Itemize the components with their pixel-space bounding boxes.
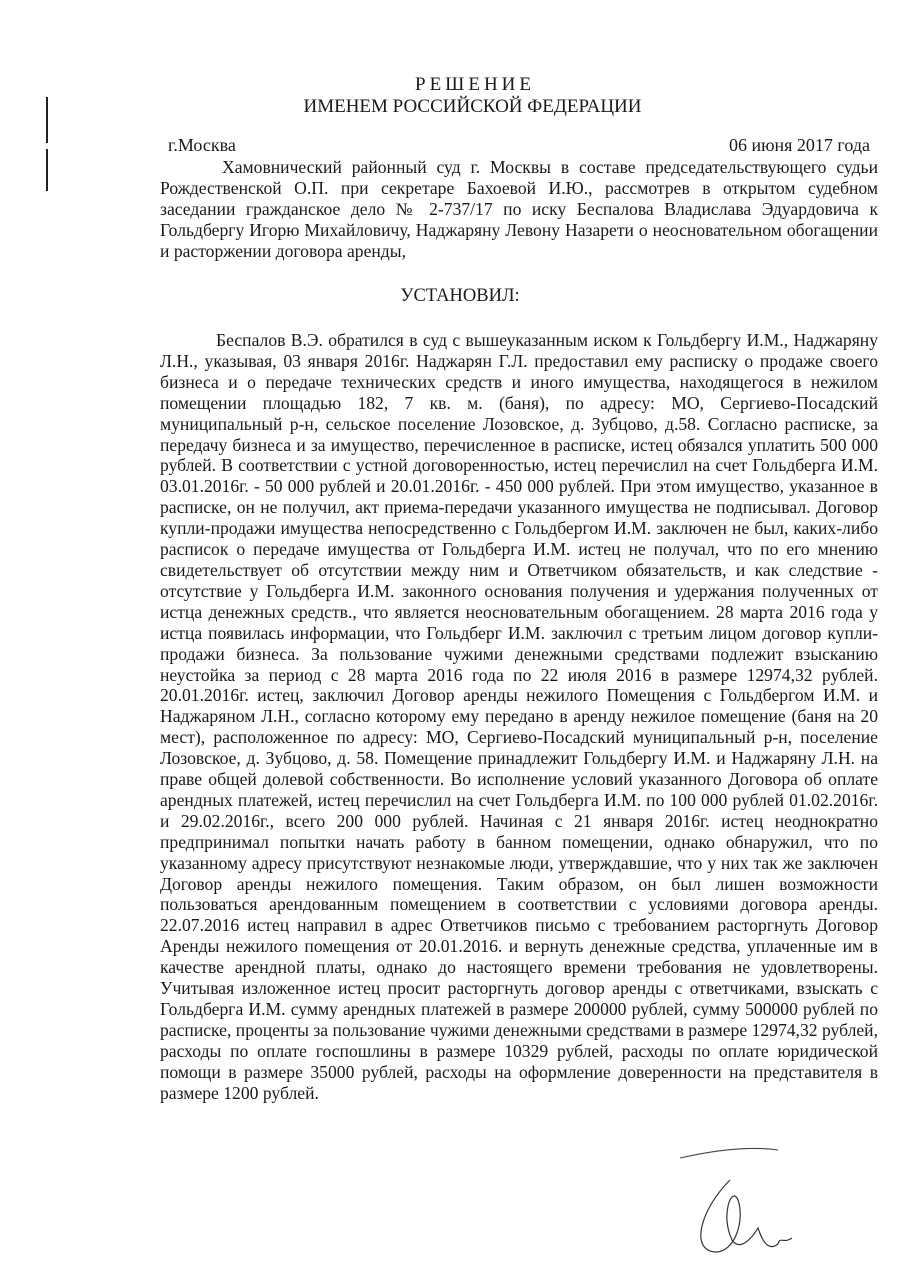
margin-mark-bottom — [46, 149, 48, 191]
city-label: г.Москва — [168, 135, 236, 155]
body-paragraph: Беспалов В.Э. обратился в суд с вышеуказанным иском к Гольдбергу И.М., Наджаряну Л.Н., указывая, 03 января 2016г. Наджарян Г.Л. предоставил ему расписку о продаже своего бизнеса и о передаче технических средств и иного имущества, находящегося в нежилом помещении площадью 182, 7 кв. м. (баня), по адресу: МО, Сергиево-Посадский муниципальный р-н, сельское поселение Лозовское, д. Зубцово, д.58. Согласно расписке, за передачу бизнеса и за имущество, перечисленное в расписке, истец обязался уплатить 500 000 рублей. В соответствии с устной договоренностью, истец перечислил на счет Гольдберга И.М. 03.01.2016г. - 50 000 рублей и 20.01.2016г. - 450 000 рублей. При этом имущество, указанное в расписке, он не получил, акт приема-передачи указанного имущества не подписывал. Договор купли-продажи имущества непосредственно с Гольдбергом И.М. заключен не был, каких-либо расписок о передаче имущества от Гольдберга И.М. истец не получал, что по его мнению свидетельствует об отсутствии между ним и Ответчиком обязательств, и как следствие - отсутствие у Гольдберга И.М. законного основания получения и удержания полученных от истца денежных средств., что является неосновательным обогащением. 28 марта 2016 года у истца появилась информации, что Гольдберг И.М. заключил с третьим лицом договор купли-продажи бизнеса. За пользование чужими денежными средствами подлежит взысканию неустойка за период с 28 марта 2016 года по 22 июля 2016 в размере 12974,32 рублей. 20.01.2016г. истец, заключил Договор аренды нежилого Помещения с Гольдбергом И.М. и Наджаряном Л.Н., согласно которому ему передано в аренду нежилое помещение (баня на 20 мест), расположенное по адресу: МО, Сергиево-Посадский муниципальный р-н, поселение Лозовское, д. Зубцово, д. 58. Помещение принадлежит Гольдбергу И.М. и Наджаряну Л.Н. на праве общей долевой собственности. Во исполнение условий указанного Договора об оплате арендных платежей, истец перечислил на счет Гольдберга И.М. по 100 000 рублей 01.02.2016г. и 29.02.2016г., всего 200 000 рублей. Начиная с 21 января 2016г. истец неоднократно предпринимал попытки начать работу в банном помещении, однако обнаружил, что по указанному адресу присутствуют незнакомые люди, утверждавшие, что у них так же заключен Договор аренды нежилого помещения. Таким образом, он был лишен возможности пользоваться арендованным помещением в соответствии с условиями договора аренды. 22.07.2016 истец направил в адрес Ответчиков письмо с требованием расторгнуть Договор Аренды нежилого помещения от 20.01.2016. и вернуть денежные средства, уплаченные им в качестве арендной платы, однако до настоящего времени требования не удовлетворены. Учитывая изложенное истец просит расторгнуть договор аренды с ответчиками, взыскать с Гольдберга И.М. сумму арендных платежей в размере 200000 рублей, сумму 500000 рублей по расписке, проценты за пользование чужими денежными средствами в размере 12974,32 рублей, расходы по оплате госпошлины в размере 10329 рублей, расходы по оплате юридической помощи в размере 35000 рублей, расходы на оформление доверенности на представителя в размере 1200 рублей. — [160, 330, 878, 1103]
section-title: УСТАНОВИЛ: — [400, 286, 520, 306]
document-subheading: ИМЕНЕМ РОССИЙСКОЙ ФЕДЕРАЦИИ — [303, 96, 642, 117]
date-label: 06 июня 2017 года — [728, 135, 870, 155]
document-heading: РЕШЕНИЕ — [415, 74, 535, 95]
intro-paragraph: Хамовнический районный суд г. Москвы в составе председательствующего судьи Рождественской О.П. при секретаре Бахоевой И.Ю., рассмотрев в открытом судебном заседании гражданское дело № 2-737/17 по иску Беспалова Владислава Эдуардовича к Гольдбергу Игорю Михайловичу, Наджаряну Левону Назарети о неосновательном обогащении и расторжении договора аренды, — [160, 157, 878, 261]
handwritten-signature-icon — [660, 1140, 810, 1260]
